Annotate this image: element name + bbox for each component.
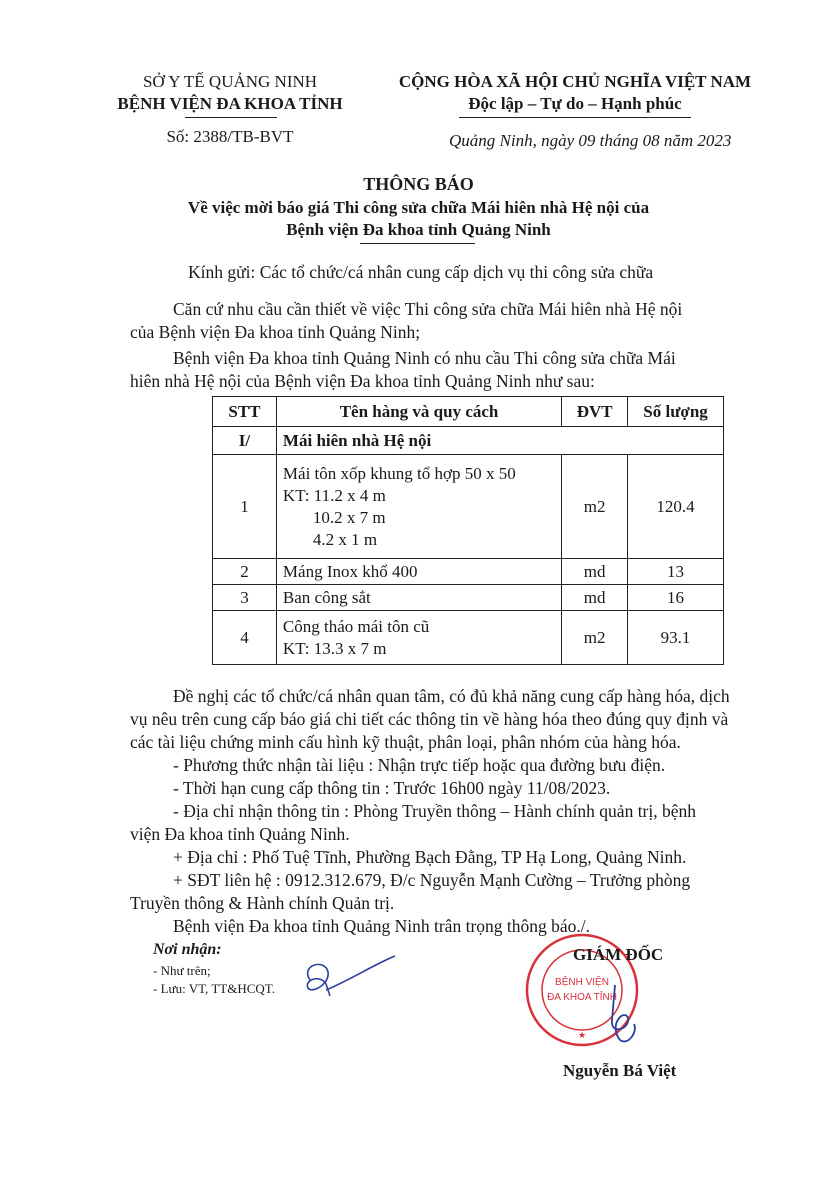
- row-unit: m2: [562, 611, 628, 665]
- org-underline: [185, 117, 277, 118]
- addressee: Kính gửi: Các tổ chức/cá nhân cung cấp dịch vụ thi công sửa chữa: [188, 262, 654, 282]
- row-description: [276, 455, 561, 559]
- motto-underline: [459, 117, 691, 118]
- group-stt: I/: [213, 427, 277, 455]
- row-stt: 2: [213, 559, 277, 585]
- intro-p2-line1: Bệnh viện Đa khoa tỉnh Quảng Ninh có nhu cầu Thi công sửa chữa Mái: [173, 348, 676, 368]
- svg-text:★: ★: [577, 1030, 587, 1040]
- row-line: KT: 11.2 x 4 m: [282, 485, 386, 505]
- row-description: Ban công sắt: [276, 585, 561, 611]
- body-line: - Thời hạn cung cấp thông tin : Trước 16h00 ngày 11/08/2023.: [173, 778, 611, 798]
- row-qty: 13: [628, 559, 724, 585]
- table-header-row: [213, 397, 724, 427]
- body-line: các tài liệu chứng minh cấu hình kỹ thuật, phân loại, phân nhóm của hàng hóa.: [130, 732, 681, 752]
- row-description: Máng Inox khổ 400: [276, 559, 561, 585]
- recipient-item: - Lưu: VT, TT&HCQT.: [153, 981, 275, 996]
- body-line: Đề nghị các tổ chức/cá nhân quan tâm, có đủ khả năng cung cấp hàng hóa, dịch: [173, 686, 730, 706]
- group-name: Mái hiên nhà Hệ nội: [276, 427, 723, 455]
- motto: Độc lập – Tự do – Hạnh phúc: [468, 94, 682, 113]
- row-stt: 4: [213, 611, 277, 665]
- body-line: vụ nêu trên cung cấp báo giá chi tiết các thông tin về hàng hóa theo đúng quy định và: [130, 709, 729, 729]
- notice-title: THÔNG BÁO: [363, 174, 474, 194]
- body-line: Truyền thông & Hành chính Quản trị.: [130, 893, 395, 913]
- row-unit: md: [562, 585, 628, 611]
- notice-subtitle-2: Bệnh viện Đa khoa tỉnh Quảng Ninh: [286, 220, 551, 239]
- org-parent: SỞ Y TẾ QUẢNG NINH: [142, 72, 318, 91]
- header-unit: ĐVT: [562, 397, 628, 427]
- notice-subtitle-1: Về việc mời báo giá Thi công sửa chữa Mái hiên nhà Hệ nội của: [187, 198, 650, 217]
- director-signature: [590, 980, 650, 1050]
- row-qty: 120.4: [628, 455, 724, 559]
- row-line: Công tháo mái tôn cũ: [282, 616, 430, 636]
- body-line: viện Đa khoa tỉnh Quảng Ninh.: [130, 824, 350, 844]
- row-line: 10.2 x 7 m: [312, 507, 386, 527]
- header-name: Tên hàng và quy cách: [276, 397, 561, 427]
- row-qty: 16: [628, 585, 724, 611]
- row-unit: md: [562, 559, 628, 585]
- body-line: Bệnh viện Đa khoa tỉnh Quảng Ninh trân trọng thông báo./.: [173, 916, 591, 936]
- table-row: [213, 559, 724, 585]
- signer-name: Nguyễn Bá Việt: [563, 1061, 677, 1080]
- row-stt: 3: [213, 585, 277, 611]
- doc-number: Số: 2388/TB-BVT: [166, 127, 294, 146]
- table-group-row: [213, 427, 724, 455]
- table-row: [213, 585, 724, 611]
- row-line: Mái tôn xốp khung tổ hợp 50 x 50: [282, 463, 516, 483]
- header-stt: STT: [213, 397, 277, 427]
- country-name: CỘNG HÒA XÃ HỘI CHỦ NGHĨA VIỆT NAM: [398, 72, 752, 91]
- svg-text:ĐA KHOA TỈNH: ĐA KHOA TỈNH: [547, 992, 617, 1003]
- body-line: + SĐT liên hệ : 0912.312.679, Đ/c Nguyễn Mạnh Cường – Trưởng phòng: [173, 870, 691, 890]
- body-line: - Phương thức nhận tài liệu : Nhận trực tiếp hoặc qua đường bưu điện.: [173, 755, 666, 775]
- row-stt: 1: [213, 455, 277, 559]
- recipient-item: - Như trên;: [153, 963, 211, 978]
- table-row: [213, 611, 724, 665]
- row-line: 4.2 x 1 m: [312, 529, 378, 549]
- org-name: BỆNH VIỆN ĐA KHOA TỈNH: [117, 94, 343, 113]
- intro-p2-line2: hiên nhà Hệ nội của Bệnh viện Đa khoa tỉnh Quảng Ninh như sau:: [130, 371, 595, 391]
- items-table: [212, 396, 724, 665]
- intro-p1-line2: của Bệnh viện Đa khoa tỉnh Quảng Ninh;: [130, 322, 421, 342]
- svg-text:BỆNH VIỆN: BỆNH VIỆN: [555, 977, 609, 988]
- body-line: + Địa chỉ : Phố Tuệ Tĩnh, Phường Bạch Đằng, TP Hạ Long, Quảng Ninh.: [173, 847, 687, 867]
- initials-signature: [290, 950, 400, 1010]
- intro-p1-line1: Căn cứ nhu cầu cần thiết về việc Thi công sửa chữa Mái hiên nhà Hệ nội: [173, 299, 683, 319]
- table-row: [213, 455, 724, 559]
- row-description: [276, 611, 561, 665]
- place-date: Quảng Ninh, ngày 09 tháng 08 năm 2023: [449, 131, 732, 150]
- recipients-title: Nơi nhận:: [153, 941, 222, 958]
- body-line: - Địa chỉ nhận thông tin : Phòng Truyền thông – Hành chính quản trị, bệnh: [173, 801, 697, 821]
- header-qty: Số lượng: [628, 397, 724, 427]
- signer-position: GIÁM ĐỐC: [573, 945, 664, 964]
- row-qty: 93.1: [628, 611, 724, 665]
- row-line: KT: 13.3 x 7 m: [282, 638, 387, 658]
- row-unit: m2: [562, 455, 628, 559]
- title-underline: [360, 243, 475, 244]
